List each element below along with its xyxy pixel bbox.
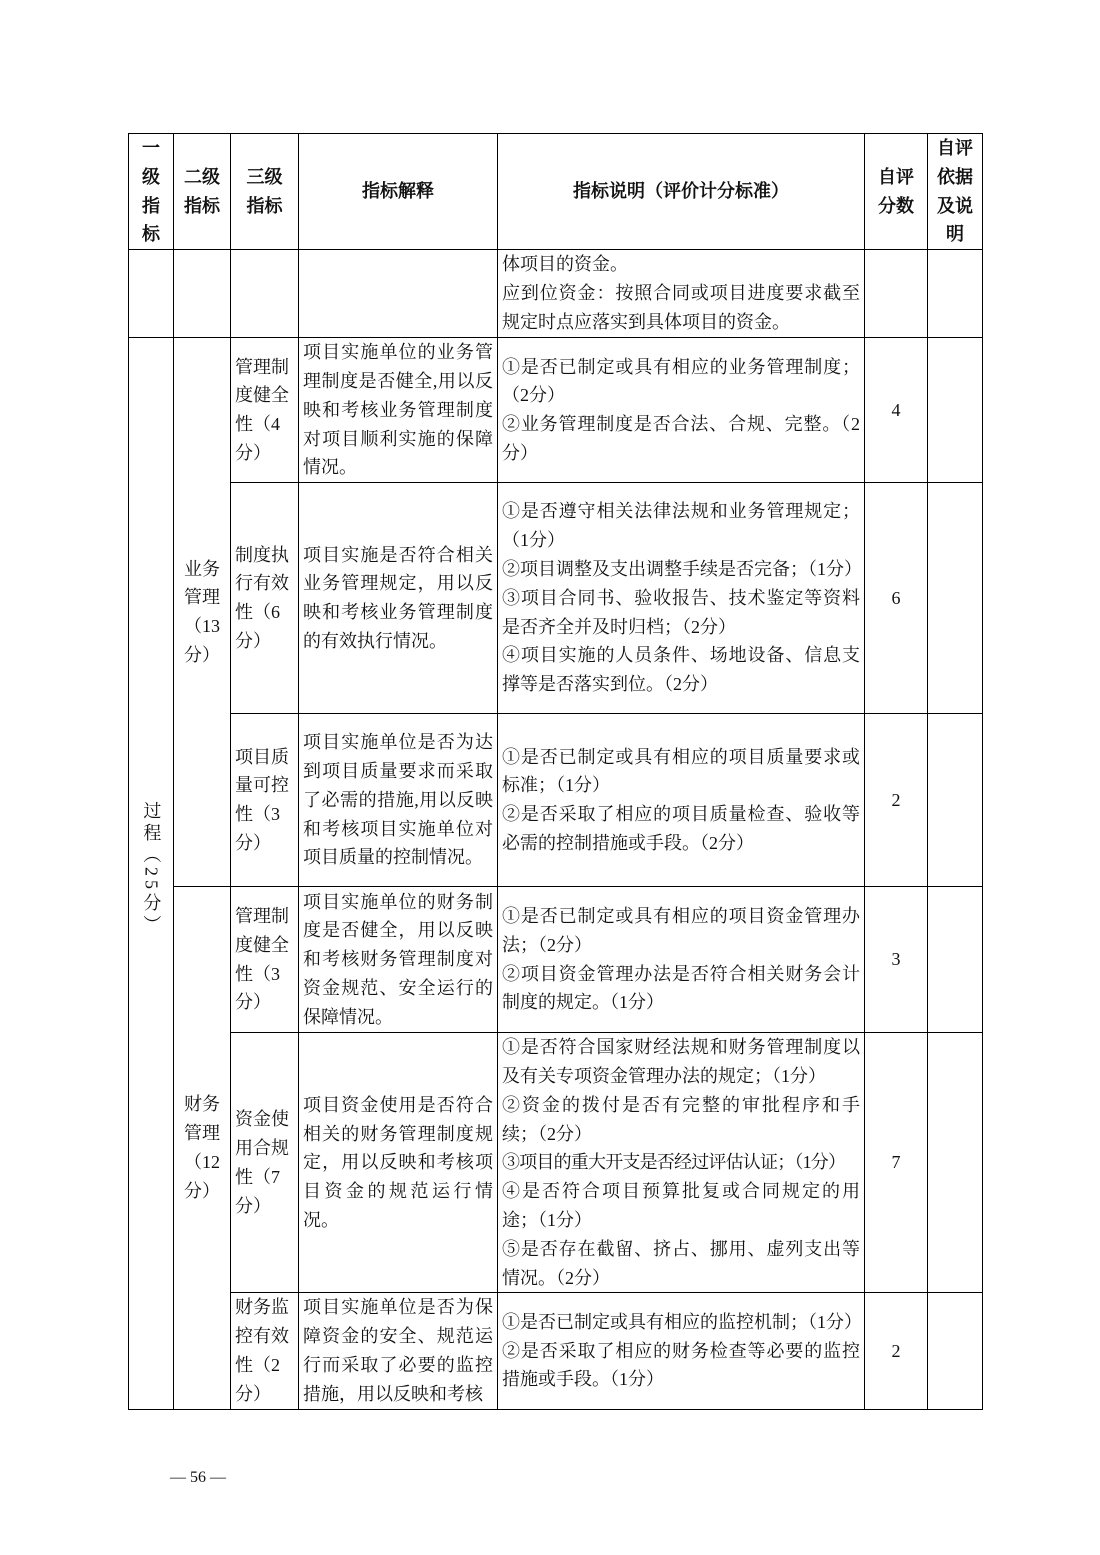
evaluation-table [128, 133, 983, 1410]
header-score [865, 134, 928, 250]
description-paragraph: ③项目的重大开支是否经过评估认证；（1分） [502, 1152, 846, 1173]
description-paragraph: ②是否采取了相应的财务检查等必要的监控措施或手段。（1分） [502, 1340, 860, 1390]
table-row [129, 714, 983, 887]
empty-cell [299, 250, 498, 338]
table-row-continuation [129, 250, 983, 338]
level2-cell [174, 887, 231, 1409]
description-cell [498, 887, 865, 1033]
description-paragraph: ⑤是否存在截留、挤占、挪用、虚列支出等情况。（2分） [502, 1238, 860, 1288]
description-cell [498, 1293, 865, 1409]
description-paragraph: ①是否遵守相关法律法规和业务管理规定；（1分） [502, 501, 860, 551]
description-paragraph: ①是否已制定或具有相应的监控机制；（1分） [502, 1311, 862, 1332]
empty-cell [865, 250, 928, 338]
level3-cell: 管理制度健全性（4分） [231, 338, 299, 483]
table-header-row [129, 134, 983, 250]
header-explanation-label: 指标解释 [362, 181, 434, 202]
description-paragraph: ①是否符合国家财经法规和财务管理制度以及有关专项资金管理办法的规定；（1分） [502, 1037, 860, 1086]
empty-cell [928, 250, 983, 338]
level2-label: 财务管理（12分） [184, 1094, 220, 1201]
basis-cell [928, 714, 983, 887]
description-cell [498, 483, 865, 714]
description-paragraph: ②是否采取了相应的项目质量检查、验收等必需的控制措施或手段。（2分） [502, 804, 860, 853]
score-cell: 2 [865, 1293, 928, 1409]
description-paragraph: ②项目调整及支出调整手续是否完备；（1分） [502, 558, 862, 579]
description-cell [498, 714, 865, 887]
level3-cell: 财务监控有效性（2分） [231, 1293, 299, 1409]
level3-cell: 管理制度健全性（3分） [231, 887, 299, 1033]
table-row [129, 338, 983, 483]
description-paragraph: ③项目合同书、验收报告、技术鉴定等资料是否齐全并及时归档；（2分） [502, 587, 860, 637]
header-description [498, 134, 865, 250]
description-paragraph: ②业务管理制度是否合法、合规、完整。（2分） [502, 414, 860, 463]
explanation-cell: 项目实施单位是否为保障资金的安全、规范运行而采取了必要的监控措施，用以反映和考核 [299, 1293, 498, 1409]
level3-cell: 项目质量可控性（3分） [231, 714, 299, 887]
description-paragraph: ①是否已制定或具有相应的项目质量要求或标准；（1分） [502, 746, 860, 796]
header-score-label: 自评分数 [878, 166, 914, 216]
header-level3 [231, 134, 299, 250]
header-description-label: 指标说明（评价计分标准） [573, 181, 789, 202]
basis-cell [928, 1033, 983, 1293]
description-paragraph: ②项目资金管理办法是否符合相关财务会计制度的规定。（1分） [502, 963, 860, 1013]
table-row [129, 483, 983, 714]
header-level2-label: 二级指标 [184, 166, 220, 216]
empty-cell [231, 250, 299, 338]
basis-cell [928, 338, 983, 483]
level3-cell: 资金使用合规性（7分） [231, 1033, 299, 1293]
header-explanation [299, 134, 498, 250]
description-paragraph: ②资金的拨付是否有完整的审批程序和手续；（2分） [502, 1094, 860, 1144]
header-level1-label: 一级指标 [142, 138, 160, 245]
header-basis [928, 134, 983, 250]
level2-label: 业务管理（13分） [184, 558, 220, 665]
score-cell: 3 [865, 887, 928, 1033]
description-paragraph: ①是否已制定或具有相应的项目资金管理办法；（2分） [502, 906, 860, 955]
description-cell [498, 1033, 865, 1293]
description-paragraph: ①是否已制定或具有相应的业务管理制度；（2分） [502, 356, 860, 406]
description-cell [498, 250, 865, 338]
empty-cell [129, 250, 174, 338]
level1-cell [129, 338, 174, 1409]
explanation-cell: 项目实施单位的财务制度是否健全，用以反映和考核财务管理制度对资金规范、安全运行的保障情况。 [299, 887, 498, 1033]
description-cell [498, 338, 865, 483]
description-paragraph: 应到位资金：按照合同或项目进度要求截至规定时点应落实到具体项目的资金。 [502, 282, 860, 332]
basis-cell [928, 1293, 983, 1409]
explanation-cell: 项目实施单位的业务管理制度是否健全,用以反映和考核业务管理制度对项目顺利实施的保障情况。 [299, 338, 498, 483]
basis-cell [928, 483, 983, 714]
score-cell: 7 [865, 1033, 928, 1293]
table-body [129, 250, 983, 1409]
explanation-cell: 项目实施单位是否为达到项目质量要求而采取了必需的措施,用以反映和考核项目实施单位对项目质量的控制情况。 [299, 714, 498, 887]
level1-label: 过程（25分） [141, 800, 162, 937]
table-row [129, 1293, 983, 1409]
score-cell: 6 [865, 483, 928, 714]
header-level3-label: 三级指标 [246, 166, 283, 216]
description-paragraph: ④项目实施的人员条件、场地设备、信息支撑等是否落实到位。（2分） [502, 645, 860, 695]
level3-cell: 制度执行有效性（6分） [231, 483, 299, 714]
table-row [129, 887, 983, 1033]
level2-cell [174, 338, 231, 887]
explanation-cell: 项目实施是否符合相关业务管理规定，用以反映和考核业务管理制度的有效执行情况。 [299, 483, 498, 714]
page-number: — 56 — [170, 1469, 226, 1486]
description-paragraph: 体项目的资金。 [502, 254, 628, 275]
empty-cell [174, 250, 231, 338]
table-head [129, 134, 983, 250]
description-paragraph: ④是否符合项目预算批复或合同规定的用途；（1分） [502, 1181, 860, 1230]
table-row [129, 1033, 983, 1293]
basis-cell [928, 887, 983, 1033]
header-level1 [129, 134, 174, 250]
score-cell: 2 [865, 714, 928, 887]
header-level2 [174, 134, 231, 250]
explanation-cell: 项目资金使用是否符合相关的财务管理制度规定，用以反映和考核项目资金的规范运行情况。 [299, 1033, 498, 1293]
header-basis-label: 自评依据及说明 [937, 138, 973, 245]
score-cell: 4 [865, 338, 928, 483]
